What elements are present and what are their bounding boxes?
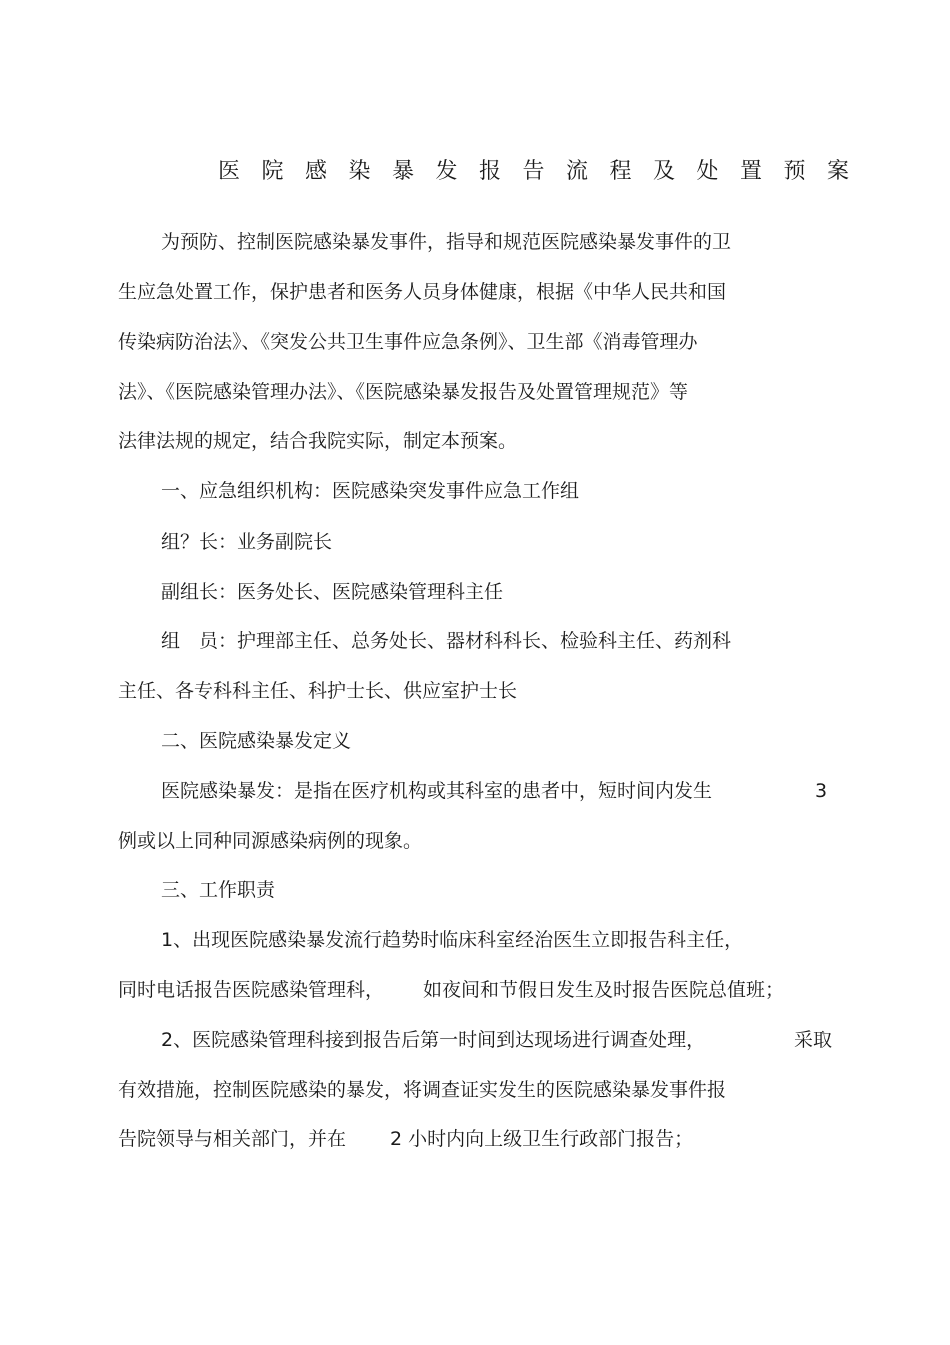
duty-2-line-2: 有效措施，控制医院感染的暴发，将调查证实发生的医院感染暴发事件报 bbox=[118, 1079, 727, 1101]
intro-line-1: 为预防、控制医院感染暴发事件，指导和规范医院感染暴发事件的卫 bbox=[161, 231, 732, 253]
intro-line-3: 传染病防治法》、《突发公共卫生事件应急条例》、卫生部《消毒管理办 bbox=[118, 331, 698, 353]
duty-1-line-1: 1、出现医院感染暴发流行趋势时临床科室经治医生立即报告科主任， bbox=[161, 929, 744, 951]
group-leader: 组？长：业务副院长 bbox=[161, 531, 333, 553]
group-members-line-2: 主任、各专科科主任、科护士长、供应室护士长 bbox=[118, 680, 518, 702]
duty-1-line-2a: 同时电话报告医院感染管理科， bbox=[118, 979, 385, 1001]
document-title: 医院感染暴发报告流程及处置预案 bbox=[218, 159, 871, 184]
section-3-heading: 三、工作职责 bbox=[161, 879, 276, 901]
intro-line-4: 法》、《医院感染管理办法》、《医院感染暴发报告及处置管理规范》等 bbox=[118, 381, 689, 403]
duty-2-line-1b: 采取 bbox=[794, 1029, 833, 1051]
duty-2-line-3a: 告院领导与相关部门，并在 bbox=[118, 1128, 347, 1150]
intro-line-5: 法律法规的规定，结合我院实际，制定本预案。 bbox=[118, 430, 518, 452]
duty-1-line-2b: 如夜间和节假日发生及时报告医院总值班； bbox=[423, 979, 785, 1001]
definition-line-1: 医院感染暴发：是指在医疗机构或其科室的患者中，短时间内发生 bbox=[161, 780, 713, 802]
group-members-line-1: 组 员：护理部主任、总务处长、器材科科长、检验科主任、药剂科 bbox=[161, 630, 732, 652]
deputy-leader: 副组长：医务处长、医院感染管理科主任 bbox=[161, 581, 504, 603]
definition-number: 3 bbox=[815, 780, 828, 802]
section-2-heading: 二、医院感染暴发定义 bbox=[161, 730, 352, 752]
section-1-heading: 一、应急组织机构：医院感染突发事件应急工作组 bbox=[161, 480, 580, 502]
definition-line-2: 例或以上同种同源感染病例的现象。 bbox=[118, 830, 423, 852]
duty-2-line-1a: 2、医院感染管理科接到报告后第一时间到达现场进行调查处理， bbox=[161, 1029, 706, 1051]
duty-2-line-3b: 2 小时内向上级卫生行政部门报告； bbox=[390, 1128, 694, 1150]
intro-line-2: 生应急处置工作，保护患者和医务人员身体健康，根据《中华人民共和国 bbox=[118, 281, 727, 303]
